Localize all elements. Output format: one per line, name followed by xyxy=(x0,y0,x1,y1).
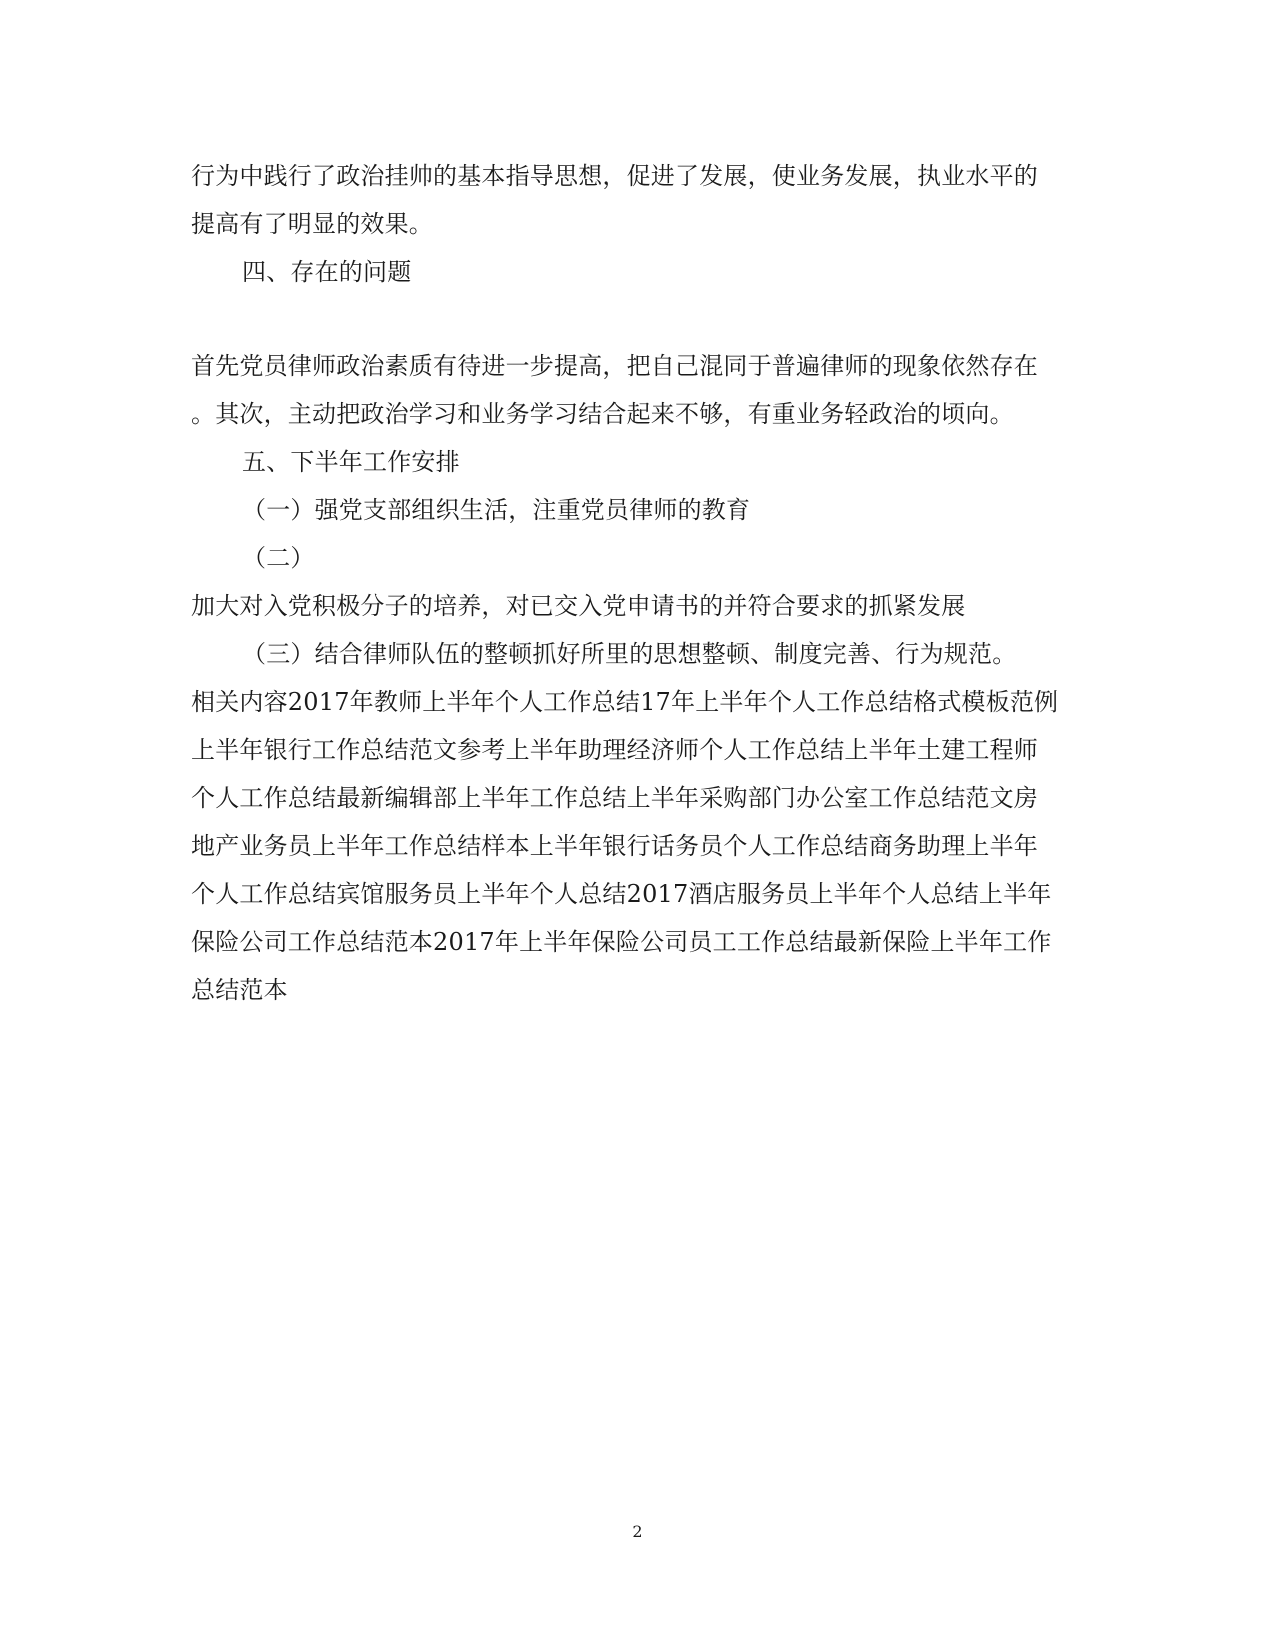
list-item: （一）强党支部组织生活，注重党员律师的教育 xyxy=(242,496,751,524)
paragraph-line: 加大对入党积极分子的培养，对已交入党申请书的并符合要求的抓紧发展 xyxy=(191,592,966,620)
related-content-line: 总结范本 xyxy=(191,976,288,1004)
related-content-line: 地产业务员上半年工作总结样本上半年银行话务员个人工作总结商务助理上半年 xyxy=(191,832,1038,860)
paragraph-line: 首先党员律师政治素质有待进一步提高，把自己混同于普遍律师的现象依然存在 xyxy=(191,352,1038,380)
paragraph-line: 。其次，主动把政治学习和业务学习结合起来不够，有重业务轻政治的顷向。 xyxy=(191,400,1014,428)
section-heading: 四、存在的问题 xyxy=(242,258,412,286)
section-heading: 五、下半年工作安排 xyxy=(242,448,460,476)
list-item: （二） xyxy=(242,544,315,572)
list-item: （三）结合律师队伍的整顿抓好所里的思想整顿、制度完善、行为规范。 xyxy=(242,640,1017,668)
paragraph-line: 提高有了明显的效果。 xyxy=(191,210,433,238)
page-number: 2 xyxy=(632,1522,643,1541)
paragraph-line: 行为中践行了政治挂帅的基本指导思想，促进了发展，使业务发展，执业水平的 xyxy=(191,162,1038,190)
related-content-line: 相关内容2017年教师上半年个人工作总结17年上半年个人工作总结格式模板范例 xyxy=(191,688,1059,716)
related-content-line: 上半年银行工作总结范文参考上半年助理经济师个人工作总结上半年土建工程师 xyxy=(191,736,1038,764)
related-content-line: 个人工作总结宾馆服务员上半年个人总结2017酒店服务员上半年个人总结上半年 xyxy=(191,880,1052,908)
related-content-line: 个人工作总结最新编辑部上半年工作总结上半年采购部门办公室工作总结范文房 xyxy=(191,784,1038,812)
related-content-line: 保险公司工作总结范本2017年上半年保险公司员工工作总结最新保险上半年工作 xyxy=(191,928,1052,956)
